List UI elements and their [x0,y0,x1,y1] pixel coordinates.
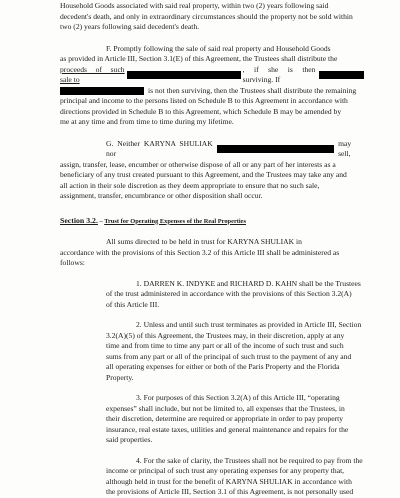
text-line: their discretion, determine are required or appropriate in order to pay property [106,414,343,423]
redaction-block [60,87,144,96]
text-line: Property. [106,372,134,382]
text-line: principal and income to the persons listed on Schedule B to this Agreement in accordance with [60,96,348,105]
text-line: is not then surviving, then the Trustees shall distribute the remaining [60,86,364,97]
clipped-top-line [60,0,364,1]
text-line: of the trust administered in accordance with the provisions of this Section 3.2(A) [106,289,352,298]
text-line: G. Neither KARYNA SHULIAK nor may sell, [106,138,352,158]
text-line: the provisions of Article III, Section 3.1 of this Agreement, is not personally used [106,487,354,496]
text-line: proceeds of such sale to , if she is then surviving. If [60,65,364,86]
text-line: two (2) years following said decedent's death. [60,22,200,31]
text-line: sums from any part or all of the principal of such trust to the payment of any and [106,351,352,361]
text-line: beneficiary of any trust created pursuant to this Agreement, and the Trustees may take any and [60,170,347,179]
text-line: 2. Unless and until such trust terminates as provided in Article III, Section [136,320,362,329]
text-line: insurance, real estate taxes, utilities and general maintenance and repairs for the [106,424,349,434]
redaction-block [319,71,364,80]
paragraph-household-goods [60,0,364,33]
redaction-block [217,145,334,154]
text-line: income or principal of such trust any operating expenses for any property that, [106,466,345,475]
text-line: as provided in Article III, Section 3.1(E) of this Agreement, the Trustees shall distribute the [60,54,338,63]
section-number: Section 3.2. [60,215,98,225]
text-line: 3. For purposes of this Section 3.2(A) of this Article III, “operating [136,393,340,402]
text-line: of this Article III. [106,299,160,309]
text-line: follows: [60,258,85,267]
paragraph-g [60,139,364,202]
text-line: 4. For the sake of clarity, the Trustees shall not be required to pay from the [136,455,363,465]
text-line: 3.2(A)(5) of this Agreement, the Trustees may, in their discretion, apply at any [106,330,345,340]
text-line: F. Promptly following the sale of said real property and Household Goods [106,43,331,53]
numbered-item-3 [60,393,364,446]
text-line: directions provided in Schedule B to this Agreement, which Schedule B may be amended by [60,106,342,116]
section-dash: – [97,217,105,225]
text-line: 1. DARREN K. INDYKE and RICHARD D. KAHN shall be the Trustees [136,278,361,288]
text-line: time and from time to time any part or all of the income of such trust and such [106,341,344,350]
text-line: all operating expenses for either or both of the Paris Property and the Florida [106,362,340,371]
text-line: assignment, transfer, encumbrance or other disposition shall occur. [60,191,263,200]
text-line: assign, transfer, lease, encumber or otherwise dispose of all or any part of her interests as a [60,159,336,169]
text-line: said properties. [106,435,153,444]
text-line: All sums directed to be held in trust for KARYNA SHULIAK in [106,237,302,246]
redaction-block [127,71,241,80]
text-line: me at any time and from time to time during my lifetime. [60,117,234,126]
numbered-item-1 [60,279,364,311]
text-line: decedent's death, and only in extraordinary circumstances should the property not be sold within [60,11,353,21]
text-line: expenses” shall include, but not be limited to, all expenses that the Trustees, in [106,403,345,413]
numbered-item-2 [60,320,364,383]
text-line: accordance with the provisions of this Section 3.2 of this Article III shall be administered as [60,247,340,257]
section-title: Trust for Operating Expenses of the Real Properties [104,217,247,225]
paragraph-f [60,44,364,128]
section-intro [60,237,364,269]
text-line: all action in their sole discretion as they deem appropriate to ensure that no such sale, [60,180,320,190]
numbered-item-4 [60,456,364,498]
text-line: Household Goods associated with said real property, within two (2) years following said [60,1,329,10]
text-line: although held in trust for the benefit of KARYNA SHULIAK in accordance with [106,476,352,486]
section-heading [60,216,364,228]
